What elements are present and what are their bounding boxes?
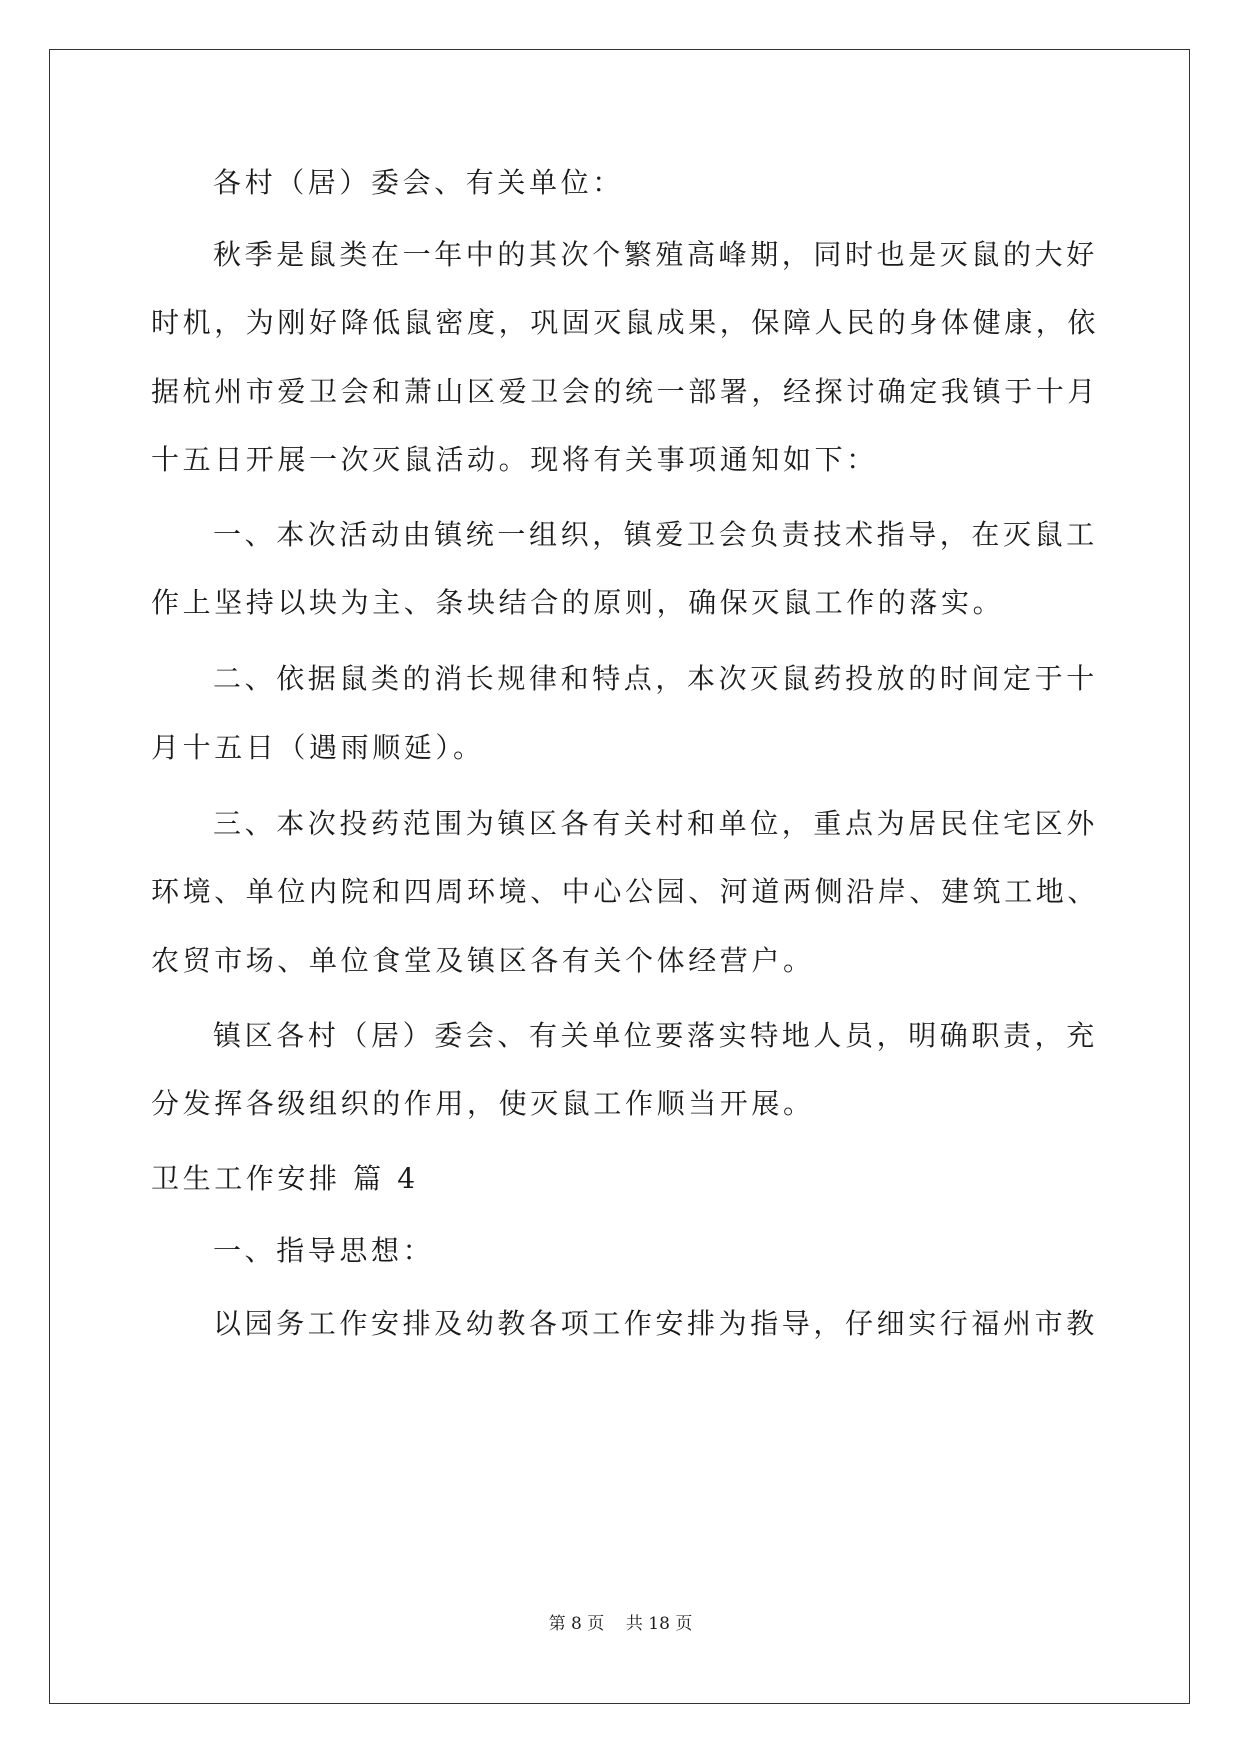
section-heading: 卫生工作安排 篇 4 bbox=[151, 1162, 419, 1195]
paragraph-line: 分发挥各级组织的作用，使灭鼠工作顺当开展。 bbox=[151, 1087, 815, 1120]
subsection-heading: 一、指导思想： bbox=[213, 1234, 435, 1267]
paragraph-line: 作上坚持以块为主、条块结合的原则，确保灭鼠工作的落实。 bbox=[151, 586, 1005, 619]
paragraph-line: 秋季是鼠类在一年中的其次个繁殖高峰期，同时也是灭鼠的大好 bbox=[213, 238, 1098, 271]
paragraph-line: 时机，为刚好降低鼠密度，巩固灭鼠成果，保障人民的身体健康，依 bbox=[151, 306, 1100, 339]
paragraph-line: 农贸市场、单位食堂及镇区各有关个体经营户。 bbox=[151, 944, 815, 977]
paragraph-line: 月十五日（遇雨顺延）。 bbox=[151, 731, 485, 764]
page-footer: 第 8 页 共 18 页 bbox=[548, 1614, 693, 1634]
paragraph-line: 据杭州市爱卫会和萧山区爱卫会的统一部署，经探讨确定我镇于十月 bbox=[151, 375, 1100, 408]
paragraph-line: 镇区各村（居）委会、有关单位要落实特地人员，明确职责，充 bbox=[213, 1019, 1098, 1052]
paragraph-line: 环境、单位内院和四周环境、中心公园、河道两侧沿岸、建筑工地、 bbox=[151, 875, 1100, 908]
paragraph-line: 三、本次投药范围为镇区各有关村和单位，重点为居民住宅区外 bbox=[213, 807, 1098, 840]
paragraph-line: 以园务工作安排及幼教各项工作安排为指导，仔细实行福州市教 bbox=[213, 1307, 1098, 1340]
paragraph-line: 十五日开展一次灭鼠活动。现将有关事项通知如下： bbox=[151, 443, 878, 476]
paragraph-line: 一、本次活动由镇统一组织，镇爱卫会负责技术指导，在灭鼠工 bbox=[213, 518, 1098, 551]
paragraph-line: 二、依据鼠类的消长规律和特点，本次灭鼠药投放的时间定于十 bbox=[213, 662, 1098, 695]
salutation-line: 各村（居）委会、有关单位： bbox=[213, 166, 624, 199]
